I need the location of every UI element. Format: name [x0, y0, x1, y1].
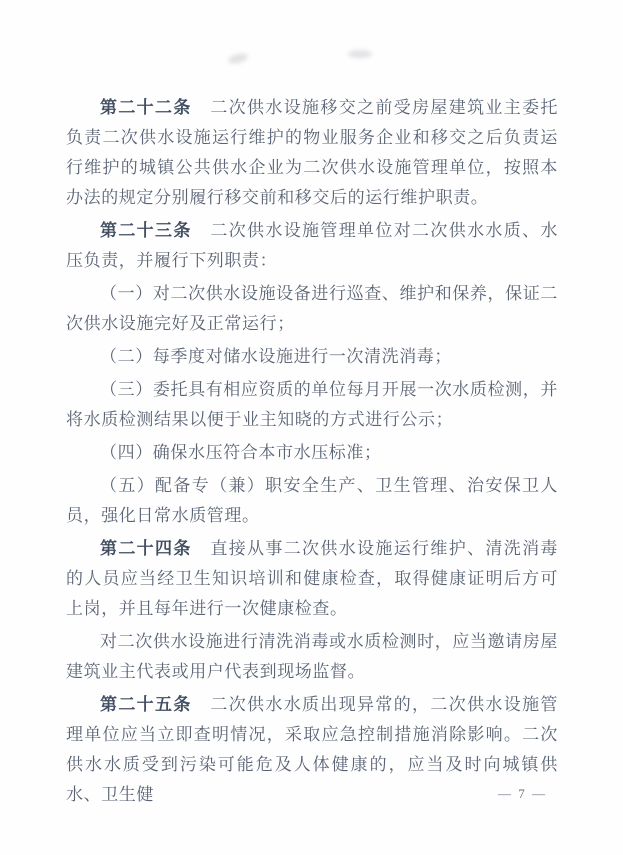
- clause-2-paragraph: [66, 342, 558, 372]
- clause-5-paragraph: [66, 471, 558, 531]
- clause-4-paragraph: [66, 438, 558, 468]
- article-text: 二次供水设施移交之前受房屋建筑业主委托负责二次供水设施运行维护的物业服务企业和移交之后负责运行维护的城镇公共供水企业为二次供水设施管理单位，按照本办法的规定分别履行移交前和移交后的运行维护职责。: [66, 98, 559, 207]
- scan-artifact: [227, 52, 249, 66]
- document-body: [66, 93, 558, 813]
- article-text: 二次供水设施管理单位对二次供水水质、水压负责，并履行下列职责：: [66, 221, 559, 270]
- clause-1-paragraph: [66, 279, 558, 339]
- article-number: 第二十五条: [100, 695, 192, 714]
- clause-text: （四）确保水压符合本市水压标准；: [100, 443, 382, 462]
- article-25-paragraph: [66, 690, 558, 810]
- article-22-paragraph: [66, 93, 558, 213]
- article-text: 直接从事二次供水设施运行维护、清洗消毒的人员应当经卫生知识培训和健康检查，取得健康证明后方可上岗，并且每年进行一次健康检查。: [66, 539, 559, 618]
- article-23-paragraph: [66, 216, 558, 276]
- article-text: 二次供水水质出现异常的，二次供水设施管理单位应当立即查明情况，采取应急控制措施消除影响。二次供水水质受到污染可能危及人体健康的，应当及时向城镇供水、卫生健: [66, 695, 559, 804]
- article-number: 第二十二条: [100, 98, 192, 117]
- page-number: — 7 —: [498, 786, 547, 801]
- clause-text: （五）配备专（兼）职安全生产、卫生管理、治安保卫人员，强化日常水质管理。: [66, 476, 558, 525]
- paragraph-text: 对二次供水设施进行清洗消毒或水质检测时，应当邀请房屋建筑业主代表或用户代表到现场监督。: [66, 632, 558, 681]
- clause-text: （一）对二次供水设施设备进行巡查、维护和保养，保证二次供水设施完好及正常运行；: [66, 284, 558, 333]
- scan-artifact: [348, 50, 372, 58]
- article-number: 第二十三条: [100, 221, 192, 240]
- clause-text: （二）每季度对储水设施进行一次清洗消毒；: [100, 347, 452, 366]
- article-number: 第二十四条: [100, 539, 192, 558]
- article-24-paragraph: [66, 534, 558, 624]
- clause-3-paragraph: [66, 375, 558, 435]
- clause-text: （三）委托具有相应资质的单位每月开展一次水质检测，并将水质检测结果以便于业主知晓的方式进行公示；: [66, 380, 558, 429]
- article-24-subparagraph: [66, 627, 558, 687]
